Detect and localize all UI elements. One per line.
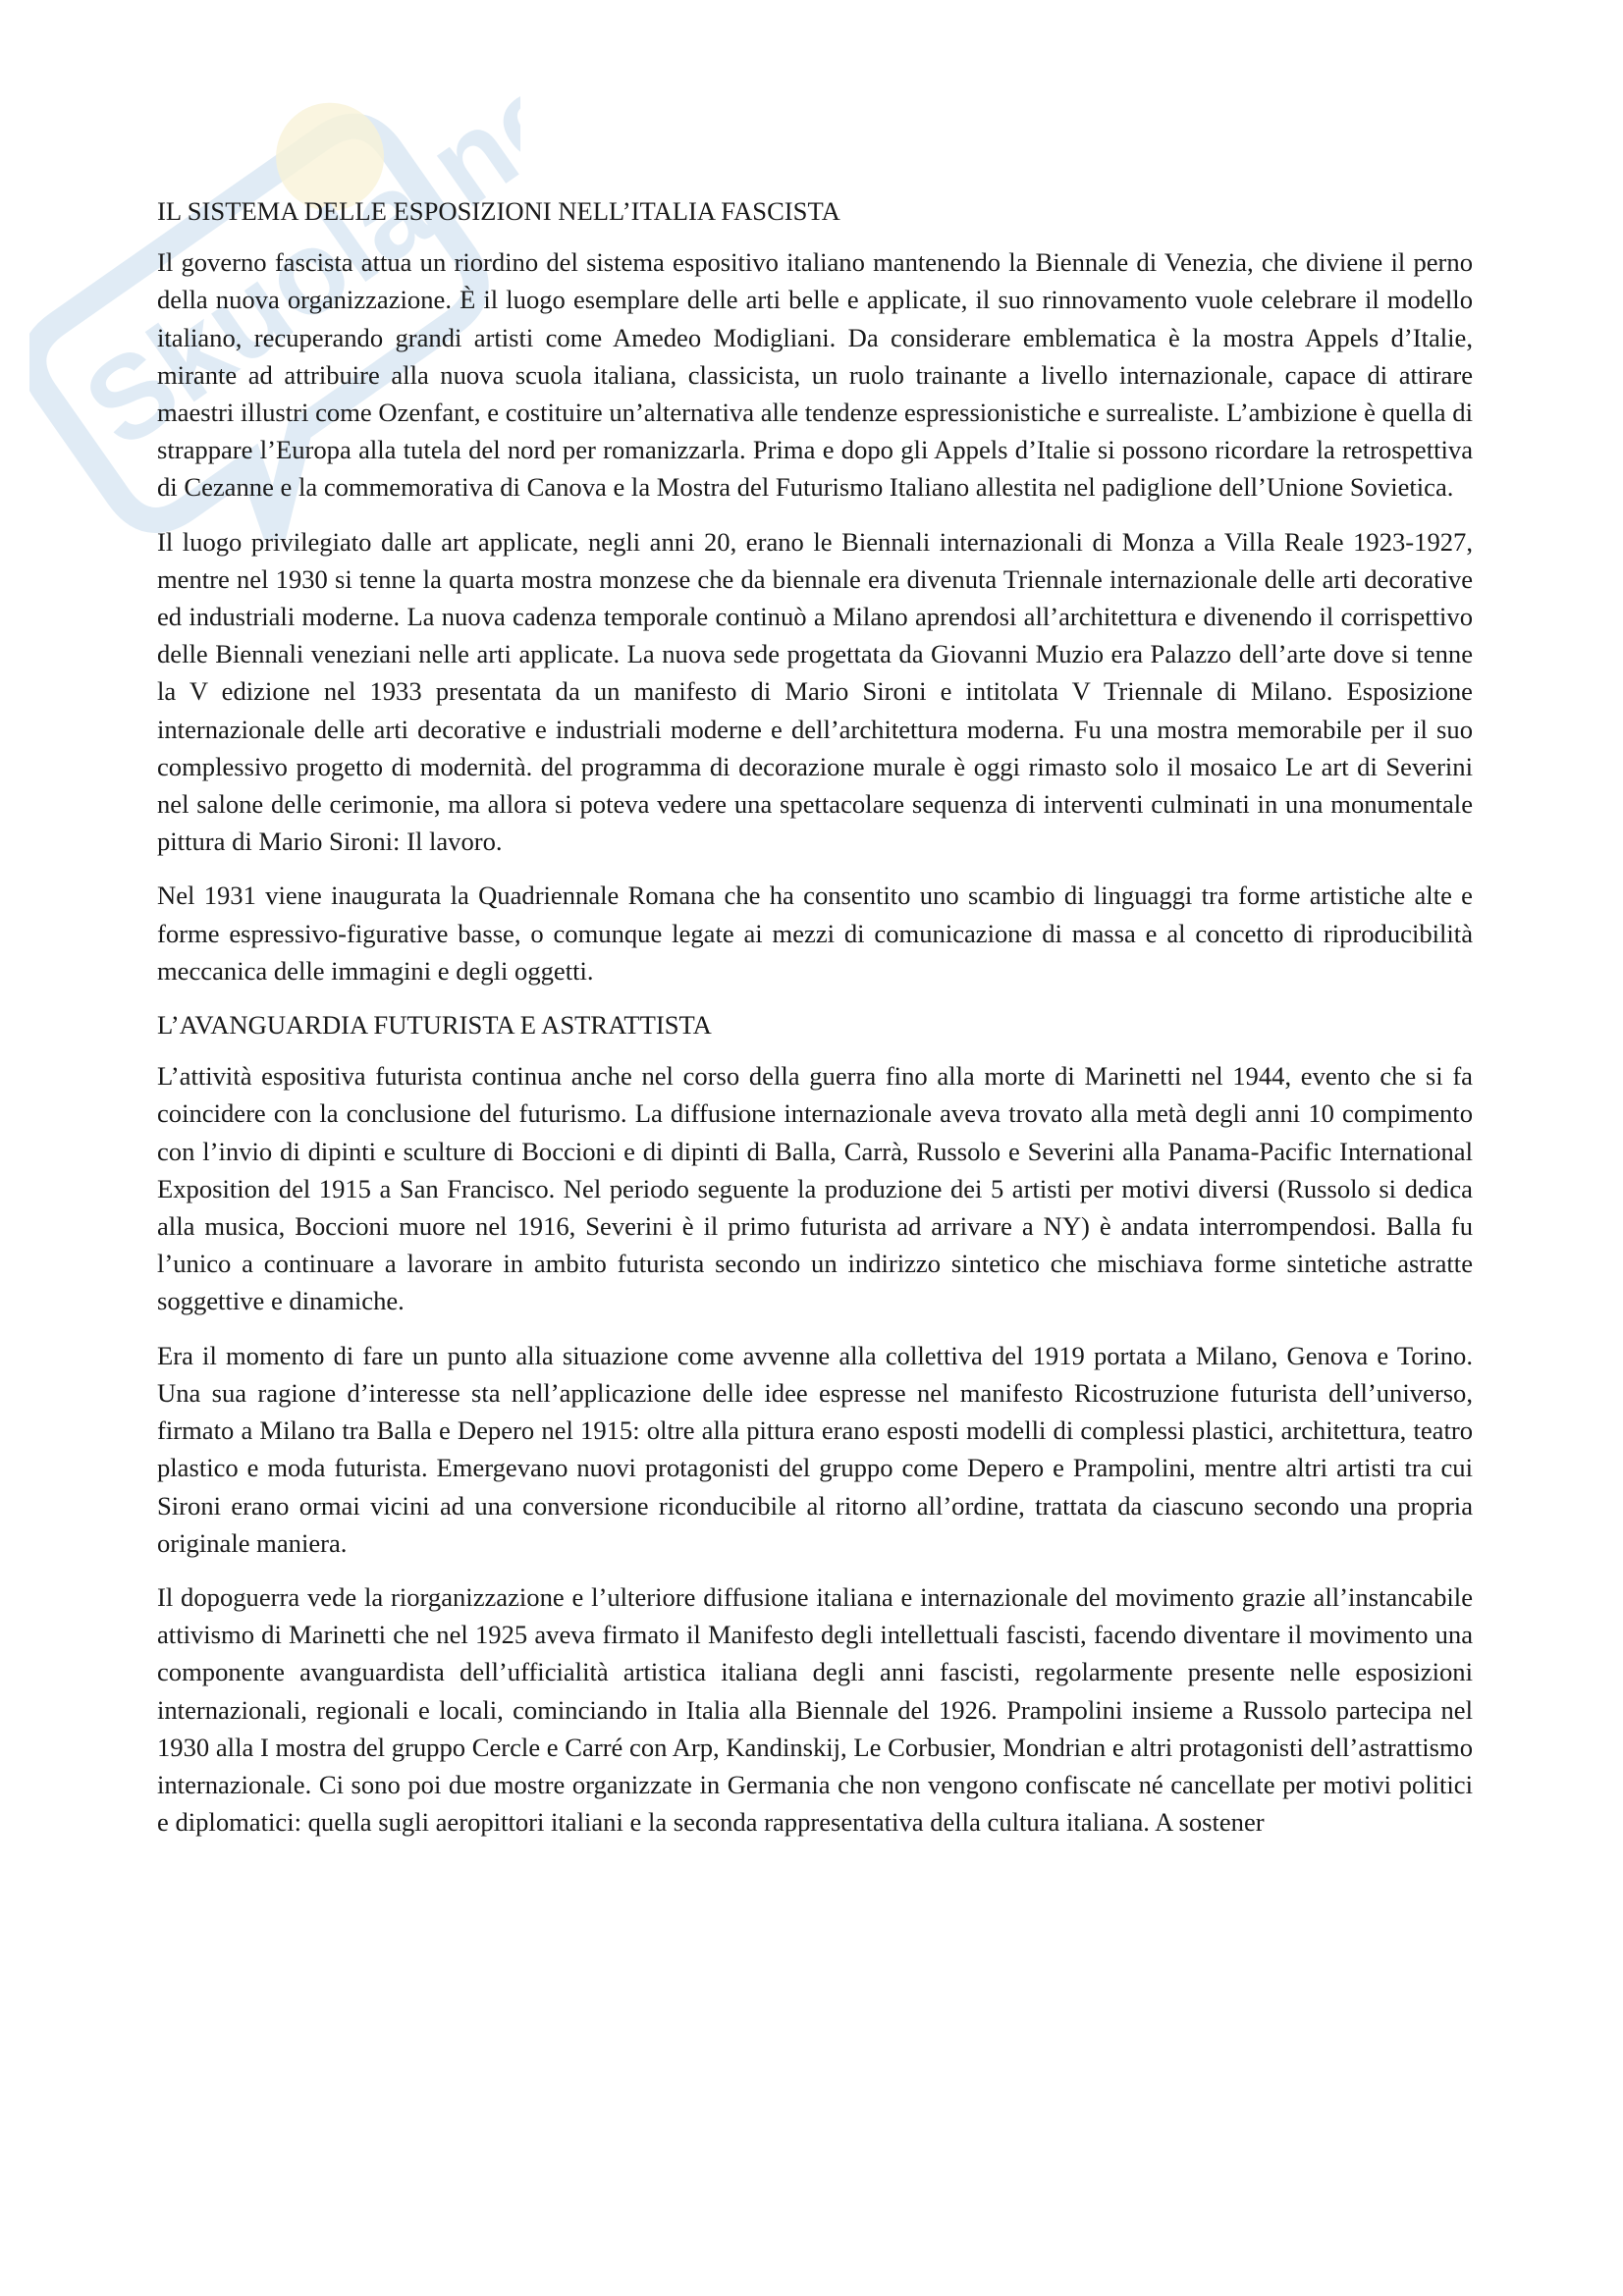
document-page (157, 192, 1473, 1857)
section-heading-avanguardia: L’AVANGUARDIA FUTURISTA E ASTRATTISTA (157, 1010, 712, 1041)
paragraph-5: Era il momento di fare un punto alla situazione come avvenne alla collettiva del 1919 portata a Milano, Genova e Torino. Una sua ragione d’interesse sta nell’applicazione delle idee espresse nel manifesto Ricostruzione futurista dell’universo, firmato a Milano tra Balla e Depero nel 1915: oltre alla pittura erano esposti modelli di complessi plastici, architettura, teatro plastico e moda futurista. Emergevano nuovi protagonisti del gruppo come Depero e Prampolini, mentre altri artisti tra cui Sironi erano ormai vicini ad una conversione riconducibile al ritorno all’ordine, trattata da ciascuno secondo una propria originale maniera. (157, 1340, 1473, 1558)
watermark-brand-text: Skuola.net (62, 79, 520, 473)
paragraph-2: Il luogo privilegiato dalle art applicate, negli anni 20, erano le Biennali internazionali di Monza a Villa Reale 1923-1927, mentre nel 1930 si tenne la quarta mostra monzese che da biennale era divenuta Triennale internazionale delle arti decorative ed industriali moderne. La nuova cadenza temporale continuò a Milano aprendosi all’architettura e divenendo il corrispettivo delle Biennali veneziani nelle arti applicate. La nuova sede progettata da Giovanni Muzio era Palazzo dell’arte dove si tenne la V edizione nel 1933 presentata da un manifesto di Mario Sironi e intitolata V Triennale di Milano. Esposizione internazionale delle arti decorative e industriali moderne e dell’architettura moderna. Fu una mostra memorabile per il suo complessivo progetto di modernità. del programma di decorazione murale è oggi rimasto solo il mosaico Le art di Severini nel salone delle cerimonie, ma allora si poteva vedere una spettacolare sequenza di interventi culminati in una monumentale pittura di Mario Sironi: Il lavoro. (157, 526, 1473, 857)
paragraph-4: L’attività espositiva futurista continua anche nel corso della guerra fino alla morte di Marinetti nel 1944, evento che si fa coincidere con la conclusione del futurismo. La diffusione internazionale aveva trovato alla metà degli anni 10 compimento con l’invio di dipinti e sculture di Boccioni e di dipinti di Balla, Carrà, Russolo e Severini alla Panama-Pacific International Exposition del 1915 a San Francisco. Nel periodo seguente la produzione dei 5 artisti per motivi diversi (Russolo si dedica alla musica, Boccioni muore nel 1916, Severini è il primo futurista ad arrivare a NY) è andata interrompendosi. Balla fu l’unico a continuare a lavorare in ambito futurista secondo un indirizzo sintetico che mischiava forme sintetiche astratte soggettive e dinamiche. (157, 1061, 1473, 1316)
section-heading-esposizioni: IL SISTEMA DELLE ESPOSIZIONI NELL’ITALIA FASCISTA (157, 196, 840, 226)
paragraph-1: Il governo fascista attua un riordino del sistema espositivo italiano mantenendo la Biennale di Venezia, che diviene il perno della nuova organizzazione. È il luogo esemplare delle arti belle e applicate, il suo rinnovamento vuole celebrare il modello italiano, recuperando grandi artisti come Amedeo Modigliani. Da considerare emblematica è la mostra Appels d’Italie, mirante ad attribuire alla nuova scuola italiana, classicista, un ruolo trainante a livello internazionale, capace di attirare maestri illustri come Ozenfant, e costituire un’alternativa alle tendenze espressionistiche e surrealiste. L’ambizione è quella di strappare l’Europa alla tutela del nord per romanizzarla. Prima e dopo gli Appels d’Italie si possono ricordare la retrospettiva di Cezanne e la commemorativa di Canova e la Mostra del Futurismo Italiano allestita nel padiglione dell’Unione Sovietica. (157, 247, 1473, 503)
paragraph-6: Il dopoguerra vede la riorganizzazione e l’ulteriore diffusione italiana e internazionale del movimento grazie all’instancabile attivismo di Marinetti che nel 1925 aveva firmato il Manifesto degli intellettuali fascisti, facendo diventare il movimento una componente avanguardista dell’ufficialità artistica italiana degli anni fascisti, regolarmente presente nelle esposizioni internazionali, regionali e locali, cominciando in Italia alla Biennale del 1926. Prampolini insieme a Russolo partecipa nel 1930 alla I mostra del gruppo Cercle e Carré con Arp, Kandinskij, Le Corbusier, Mondrian e altri protagonisti dell’astrattismo internazionale. Ci sono poi due mostre organizzate in Germania che non vengono confiscate né cancellate per motivi politici e diplomatici: quella sugli aeropittori italiani e la seconda rappresentativa della cultura italiana. A sostener (157, 1581, 1473, 1838)
paragraph-3: Nel 1931 viene inaugurata la Quadriennale Romana che ha consentito uno scambio di linguaggi tra forme artistiche alte e forme espressivo-figurative basse, o comunque legate ai mezzi di comunicazione di massa e al concetto di riproducibilità meccanica delle immagini e degli oggetti. (157, 881, 1473, 986)
